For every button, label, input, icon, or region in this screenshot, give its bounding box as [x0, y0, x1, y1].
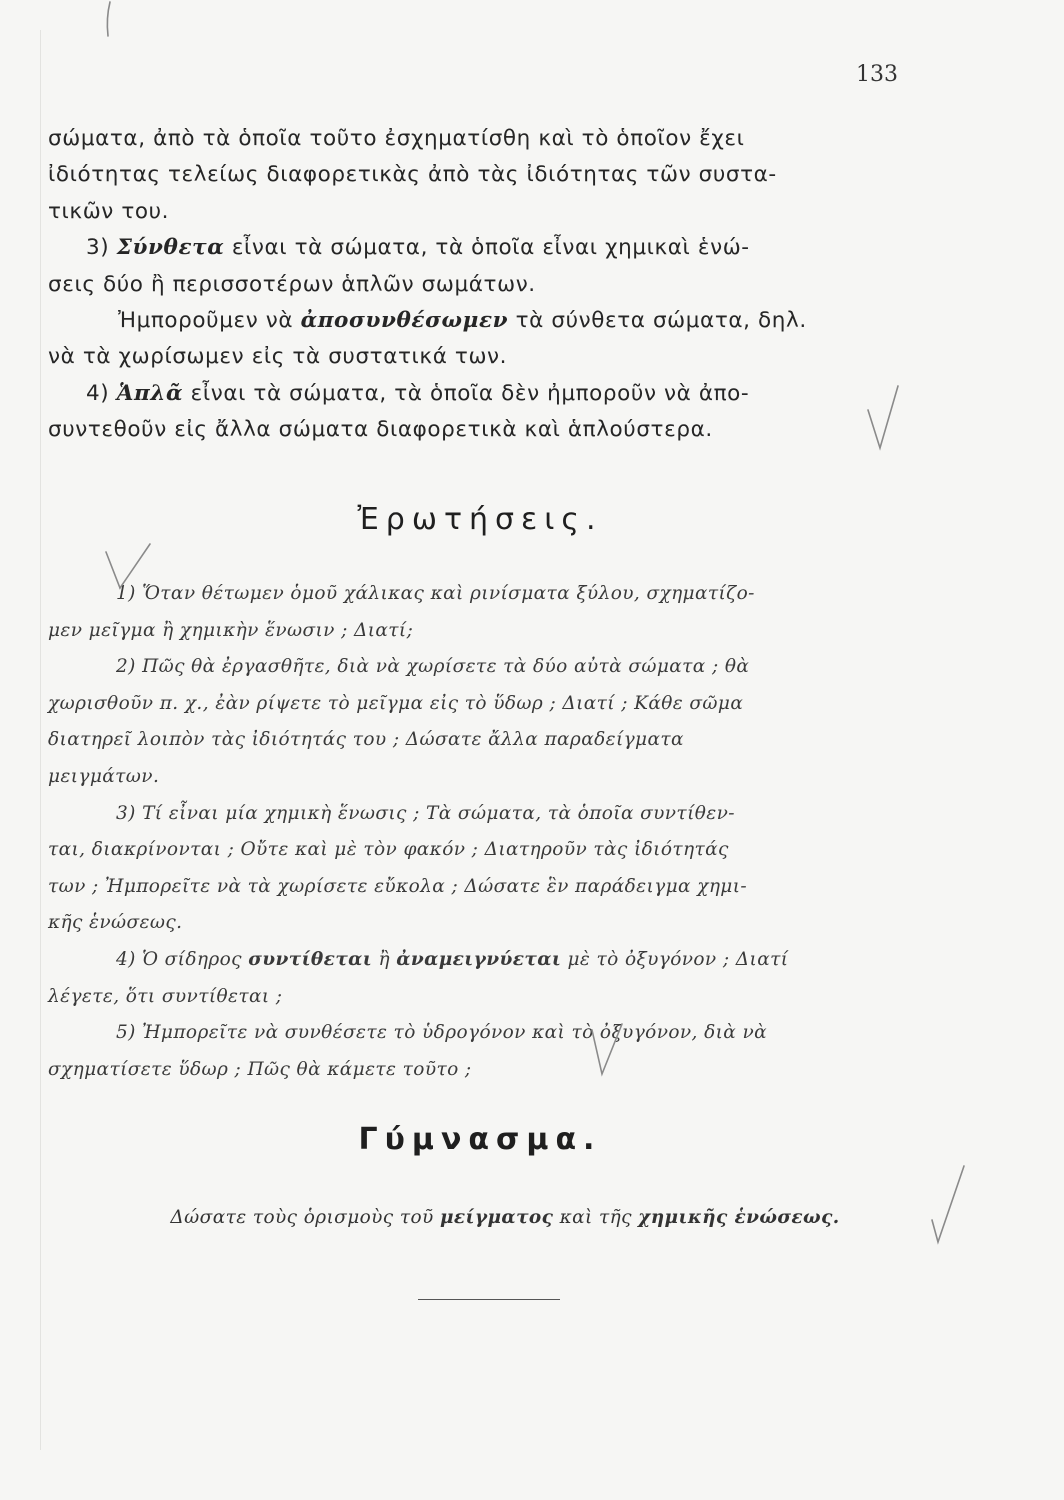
- closing-rule: [418, 1299, 560, 1300]
- term-chemical-compound: χημικῆς ἑνώσεως.: [638, 1207, 840, 1228]
- page-edge-line: [40, 30, 41, 1450]
- term-decompose: ἀποσυνθέσωμεν: [300, 307, 509, 333]
- heading-exercise: Γύμνασμα.: [358, 1122, 602, 1157]
- questions-list: [48, 576, 906, 1088]
- body-line: συντεθοῦν εἰς ἄλλα σώματα διαφορετικὰ καὶ ἁπλούστερα.: [48, 417, 713, 443]
- question-line: 2) Πῶς θὰ ἐργασθῆτε, διὰ νὰ χωρίσετε τὰ δύο αὐτὰ σώματα ; θὰ: [116, 656, 750, 678]
- question-text: μὲ τὸ ὀξυγόνον ; Διατί: [567, 948, 789, 970]
- paragraph-compound: [48, 230, 906, 266]
- question-line: 1) Ὅταν θέτωμεν ὁμοῦ χάλικας καὶ ρινίσματα ξύλου, σχηματίζο-: [116, 583, 755, 604]
- question-line: μειγμάτων.: [48, 765, 160, 787]
- question-line: 3) Τί εἶναι μία χημικὴ ἕνωσις ; Τὰ σώματα, τὰ ὁποῖα συντίθεν-: [116, 802, 735, 824]
- paragraph-text: Ἠμποροῦμεν νὰ: [118, 307, 294, 333]
- question-4: [48, 942, 906, 979]
- term-mix: ἀναμειγνύεται: [396, 948, 562, 970]
- question-line: μεν μεῖγμα ἢ χημικὴν ἕνωσιν ; Διατί;: [48, 619, 414, 641]
- paragraph-text: εἶναι τὰ σώματα, τὰ ὁποῖα δὲν ἠμποροῦν νὰ ἀπο-: [190, 380, 750, 406]
- paragraph-decompose: [48, 303, 906, 339]
- paragraph-text: τὰ σύνθετα σώματα, δηλ.: [515, 307, 807, 333]
- question-line: ται, διακρίνονται ; Οὔτε καὶ μὲ τὸν φακόν ; Διατηροῦν τὰς ἰδιότητάς: [48, 839, 729, 861]
- term-simple: Ἁπλᾶ: [116, 380, 184, 406]
- body-line: τικῶν του.: [48, 198, 170, 224]
- term-mixture: μείγματος: [439, 1207, 554, 1228]
- question-text: ἢ: [378, 948, 390, 970]
- exercise-lead: Δώσατε τοὺς ὁρισμοὺς τοῦ: [170, 1207, 434, 1228]
- question-line: διατηρεῖ λοιπὸν τὰς ἰδιότητάς του ; Δώσατε ἄλλα παραδείγματα: [48, 729, 684, 751]
- question-line: κῆς ἑνώσεως.: [48, 912, 183, 934]
- term-compound: Σύνθετα: [116, 235, 225, 261]
- page-number: 133: [856, 62, 898, 87]
- paragraph-number: 4): [86, 380, 110, 406]
- line-prefix: σε: [48, 271, 75, 297]
- line-text: ις δύο ἢ περισσοτέρων ἁπλῶν σωμάτων.: [74, 271, 536, 297]
- exercise-text: [0, 1207, 1010, 1228]
- body-line: ἰδιότητας τελείως διαφορετικὰς ἀπὸ τὰς ἰδιότητας τῶν συστα-: [48, 162, 777, 188]
- exercise-mid: καὶ τῆς: [559, 1207, 632, 1228]
- heading-questions: Ἐρωτήσεις.: [357, 502, 603, 537]
- paragraph-simple: [48, 376, 906, 412]
- body-line: νὰ τὰ χωρίσωμεν εἰς τὰ συστατικά των.: [48, 344, 508, 370]
- paragraph-text: εἶναι τὰ σώματα, τὰ ὁποῖα εἶναι χημικαὶ ἑνώ-: [231, 235, 750, 261]
- question-line: λέγετε, ὅτι συντίθεται ;: [48, 985, 283, 1007]
- body-line: σώματα, ἀπὸ τὰ ὁποῖα τοῦτο ἐσχηματίσθη καὶ τὸ ὁποῖον ἔχει: [48, 126, 745, 151]
- question-line: χωρισθοῦν π. χ., ἐὰν ρίψετε τὸ μεῖγμα εἰς τὸ ὕδωρ ; Διατί ; Κάθε σῶμα: [48, 692, 744, 714]
- term-compose: συντίθεται: [248, 948, 373, 970]
- body-line: [48, 267, 906, 303]
- question-line: σχηματίσετε ὕδωρ ; Πῶς θὰ κάμετε τοῦτο ;: [48, 1058, 472, 1080]
- question-line: 5) Ἠμπορεῖτε νὰ συνθέσετε τὸ ὑδρογόνον καὶ τὸ ὀξυγόνον, διὰ νὰ: [116, 1022, 767, 1044]
- pencil-check-icon: [926, 1160, 976, 1250]
- paragraph-number: 3): [86, 235, 110, 261]
- question-line: των ; Ἠμπορεῖτε νὰ τὰ χωρίσετε εὔκολα ; Δώσατε ἓν παράδειγμα χημι-: [48, 875, 748, 897]
- pencil-stroke-icon: [96, 0, 116, 40]
- question-text: 4) Ὁ σίδηρος: [116, 948, 242, 970]
- body-text: [48, 121, 906, 449]
